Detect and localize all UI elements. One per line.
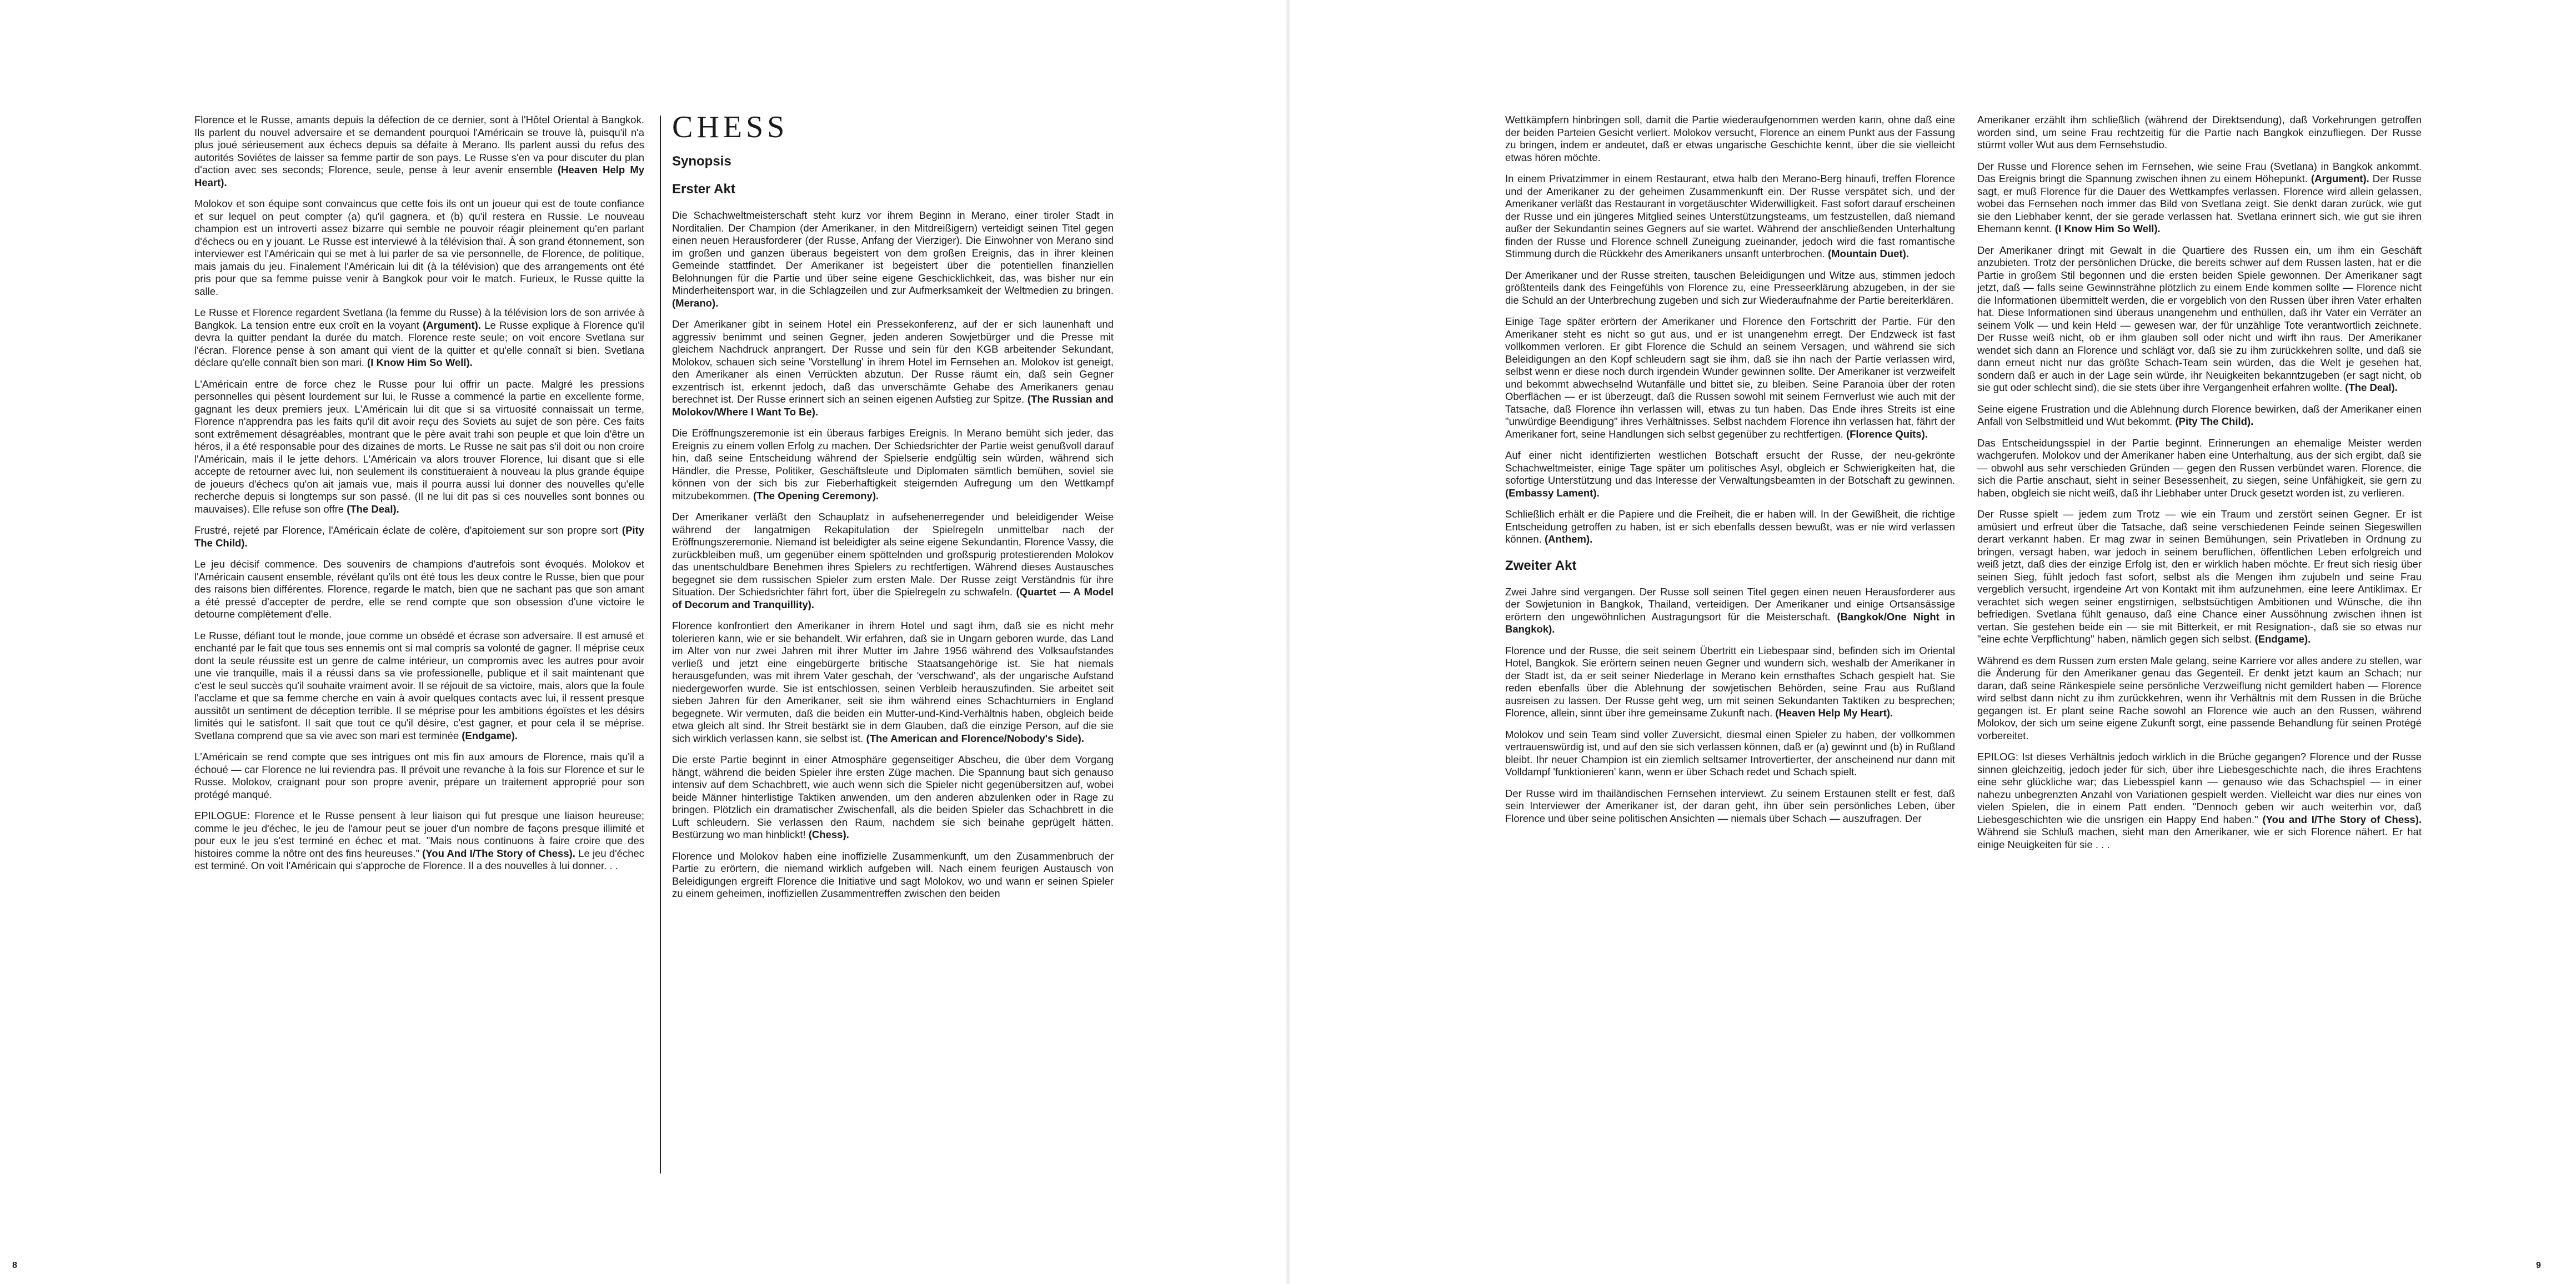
page-number-right: 9	[2536, 1261, 2541, 1270]
paragraph: Der Russe spielt — jedem zum Trotz — wie ein Traum und zerstört seinen Gegner. Er ist amüsiert und erfreut über die Tatsache, daß seine verschiedenen Feinde seinen Siegeswillen derart verkannt haben. Er mag zwar in seinen Bemühungen, sein Privatleben in Ordnung zu bringen, versagt haben, war jedoch in seinem beruflichen, öffentlichen Leben erfolgreich und weiß jetzt, daß dies der einzige Erfolg ist, den er wirklich haben möchte. Er freut sich riesig über seinen Sieg, fühlt jedoch fast sofort, selbst als die Mengen ihm zujubeln und seine Frau vergeblich versucht, irgendeine Art von Kontakt mit ihm aufzunehmen, eine leere Antiklimax. Er verachtet sich wegen seiner engstirnigen, selbstsüchtigen Ambitionen und Wünsche, die ihn befriedigen. Svetlana fühlt genauso, daß eine Chance einer Aussöhnung zwischen ihnen ist vertan. Sie gestehen beide ein — sie mit Bitterkeit, er mit Resignation-, daß sie so etwas nur "eine echte Verpflichtung" haben, nämlich gegen sich selbst. (Endgame).	[1977, 508, 2422, 645]
paragraph: Das Entscheidungsspiel in der Partie beginnt. Erinnerungen an ehemalige Meister werden wachgerufen. Molokov und der Amerikaner haben eine Unterhaltung, aus der sich ergibt, daß sie — obwohl aus sehr verschieden Gründen — gegen den Russen verbündet waren. Florence, die sich die Partie anschaut, sieht in seiner Besessenheit, zu siegen, seine Unfähigkeit, sie gern zu haben, obgleich sie nicht weiß, daß ihr Liebhaber unter Druck gesetzt worden ist, zu verlieren.	[1977, 437, 2422, 499]
paragraph: Der Amerikaner und der Russe streiten, tauschen Beleidigungen und Witze aus, stimmen jedoch größtenteils dank des Feingefühls von Florence zu, eine Presseerklärung abzugeben, in der sie die Schuld an der Unterbrechung zugeben und sich zur Wiederaufnahme der Partie bereiterklären.	[1505, 269, 1955, 306]
page-number-left: 8	[12, 1261, 17, 1270]
column-divider	[660, 116, 661, 1173]
paragraph: Einige Tage später erörtern der Amerikaner und Florence den Fortschritt der Partie. Für den Amerikaner steht es nicht so gut aus, und er ist unangenehm erregt. Der Endzweck ist fast vollkommen verloren. Er gibt Florence die Schuld an seinem Versagen, und während sie sich Beleidigungen an den Kopf schleudern sagt sie ihm, daß sie ihn nach der Partie verlassen wird, selbst wenn er diese noch durch irgendein Wunder gewinnen sollte. Der Amerikaner ist verzweifelt und bekommt abwechselnd Wutanfälle und bittet sie, zu bleiben. Seine Paranoia über der roten Oberflächen — er ist überzeugt, daß die Russen sowohl mit seinem Fernverlust wie auch mit der Tatsache, daß Florence ihn verlassen will, etwas zu tun haben. Das Ende ihres Streits ist eine "unwürdige Beendigung" ihres Verhältnisses. Selbst nachdem Florence ihn verlassen hat, fährt der Amerikaner fort, seine Handlungen sich selbst gegenüber zu rechtfertigen. (Florence Quits).	[1505, 315, 1955, 440]
act-one-heading: Erster Akt	[672, 182, 735, 197]
paragraph: Amerikaner erzählt ihm schließlich (während der Direktsendung), daß Vorkehrungen getroffen worden sind, um seine Frau rechtzeitig für die Partie nach Bangkok einzufliegen. Der Russe stürmt voller Wut aus dem Fernsehstudio.	[1977, 114, 2422, 151]
paragraph: Die erste Partie beginnt in einer Atmosphäre gegenseitiger Abscheu, die über dem Vorgang hängt, während die beiden Spieler ihre ersten Züge machen. Die Spannung baut sich genauso intensiv auf dem Schachbrett, wie auch wenn sich die Spieler nicht gegenübersitzen auf, wobei beide Männer hinterlistige Taktiken anwenden, um den anderen abzulenken oder in Rage zu bringen. Plötzlich ein dramatischer Zwischenfall, als die beiden Spieler das Schachbrett in die Luft schleudern. Sie verlassen den Raum, nachdem sie sich beinahe geprügelt hätten. Bestürzung wo man hinblickt! (Chess).	[672, 754, 1114, 840]
paragraph: L'Américain se rend compte que ses intrigues ont mis fin aux amours de Florence, mais qu'il a échoué — car Florence ne lui reviendra pas. Il prévoit une revanche à la fois sur Florence et sur le Russe. Molokov, craignant pour son propre avenir, prépare un traitement approprié pour son protégé manqué.	[194, 751, 644, 800]
paragraph: Le Russe, défiant tout le monde, joue comme un obsédé et écrase son adversaire. Il est amusé et enchanté par le fait que tous ses ennemis ont si mal compris sa volonté de gagner. Il méprise ceux dont la seule réussite est un genre de calme intérieur, un compromis avec les autres pour avoir une vie tranquille, mais il a réussi dans sa vie professionelle, publique et il sait maintenant que c'est le seul succès qu'il souhaite vraiment avoir. Il se réjouit de sa victoire, mais, alors que la foule l'acclame et que sa femme cherche en vain à avoir quelques contacts avec lui, il ressent presque aussitôt un sentiment de déception terrible. Il se méprise pour les ambitions égoïstes et les désirs limités qui le satisfont. Il sait que tout ce qu'il désire, c'est gagner, et pour cela il se méprise. Svetlana comprend que sa vie avec son mari est terminée (Endgame).	[194, 629, 644, 741]
page-gutter	[1286, 0, 1290, 1284]
paragraph: Florence et le Russe, amants depuis la défection de ce dernier, sont à l'Hôtel Oriental à Bangkok. Ils parlent du nouvel adversaire et se demandent pourquoi l'Américain se trouve là, puisqu'il n'a plus joué sérieusement aux échecs depuis sa défaite à Merano. Ils parlent aussi du refus des autorités Soviétes de laisser sa femme partir de son pays. Le Russe s'en va pour discuter du plan d'action avec ses seconds; Florence, seule, pense à leur avenir ensemble (Heaven Help My Heart).	[194, 114, 645, 188]
german-synopsis-column-1	[672, 110, 1114, 909]
paragraph: Molokov et son équipe sont convaincus que cette fois ils ont un joueur qui est de toute confiance et sur lequel on peut compter (a) qu'il gagnera, et (b) qu'il restera en Russie. Le nouveau champion est un introverti assez bizarre qui semble ne pouvoir réagir pleinement qu'en parlant d'échecs ou en y jouant. Le Russe est interviewé à la télévision thaï. À son grand étonnement, son interviewer est l'Américain qui se met à lui parler de sa vie personnelle, de Florence, de politique, mais jamais du jeu. Finalement l'Américain lui dit (à la télévision) que des arrangements ont été pris pour que sa femme puisse venir à Bangkok pour voir le match. Furieux, le Russe quitte la salle.	[194, 198, 644, 297]
paragraph: Der Amerikaner dringt mit Gewalt in die Quartiere des Russen ein, um ihm ein Geschäft anzubieten. Trotz der persönlichen Drücke, die bereits schwer auf dem Russen lasten, hat er die Partie in großem Stil begonnen und die ersten beiden Spiele gewonnen. Der Amerikaner sagt jetzt, daß — falls seine Gewinnsträhne plötzlich zu einem Ende kommen sollte — Florence nicht die Informationen übermittelt werden, die er vorgeblich von den Russen über ihren Vater erhalten hat. Diese Informationen sind überaus unangenehm und enthüllen, daß ihr Vater ein Verräter an seinem Volk — und kein Held — gewesen war, der für unzählige Tote verantwortlich zeichnete. Der Russe weiß nicht, ob er ihm glauben soll oder nicht und wirft ihn raus. Der Amerikaner wendet sich dann an Florence und schlägt vor, daß sie zu ihm zurückkehren sollte, und daß sie dann erneut nicht nur das größte Schach-Team sein würden, das die Welt je gesehen hat, sondern daß er auch in der Lage sein würde, ihr Neuigkeiten bekanntzugeben (er sagt nicht, ob sie gut oder schlecht sind), die sie stets über ihre Vergangenheit erfahren wollte. (The Deal).	[1977, 244, 2422, 393]
french-synopsis-column	[194, 114, 644, 881]
paragraph: Der Russe und Florence sehen im Fernsehen, wie seine Frau (Svetlana) in Bangkok ankommt. Das Ereignis bringt die Spannung zwischen ihnen zu einem Höhepunkt. (Argument). Der Russe sagt, er muß Florence für die Dauer des Wettkampfes verlassen. Florence wird allein gelassen, wobei das Fernsehen noch immer das Bild von Svetlana zeigt. Sie denkt daran zurück, wie gut sie den Liebhaber kennt, der sie gerade verlassen hat. Svetlana erinnert sich, wie gut sie ihren Ehemann kennt. (I Know Him So Well).	[1977, 160, 2422, 234]
paragraph: EPILOG: Ist dieses Verhältnis jedoch wirklich in die Brüche gegangen? Florence und der Russe sinnen gleichzeitig, jedoch jeder für sich, über ihre Liebesgeschichte nach, die ihres Erachtens eine sehr glückliche war; das Liebesspiel kann — genauso wie das Schachspiel — in einer nahezu unbegrenzten Anzahl von Variationen gespielt werden. Vielleicht war dies nur eines von vielen Spielen, die in einem Patt enden. "Dennoch geben wir auch weiterhin vor, daß Liebesgeschichten wie die unsrigen ein Happy End haben." (You and I/The Story of Chess). Während sie Schluß machen, sieht man den Amerikaner, wie er sich Florence nähert. Er hat einige Neuigkeiten für sie . . .	[1977, 751, 2422, 850]
paragraph: Der Russe wird im thailändischen Fernsehen interviewt. Zu seinem Erstaunen stellt er fest, daß sein Interviewer der Amerikaner ist, der daran geht, ihn über sein persönliches Leben, über Florence und über seine politischen Ansichten — niemals über Schach — auszufragen. Der	[1505, 787, 1955, 824]
paragraph: Auf einer nicht identifizierten westlichen Botschaft ersucht der Russe, der neu-gekrönte Schachweltmeister, einige Tage später um politisches Asyl, obgleich er Schwierigkeiten hat, die sofortige Unterstützung und das Interesse der Verwaltungsbeamten in der Botschaft zu gewinnen. (Embassy Lament).	[1505, 449, 1955, 499]
paragraph: Frustré, rejeté par Florence, l'Américain éclate de colère, d'apitoiement sur son propre sort (Pity The Child).	[194, 524, 644, 549]
paragraph: Die Eröffnungszeremonie ist ein überaus farbiges Ereignis. In Merano bemüht sich jeder, das Ereignis zu einem vollen Erfolg zu machen. Der Schiedsrichter der Partie weist genußvoll darauf hin, daß seine Entscheidung während der Spielserie endgültig sein würden, während sich Händler, die Presse, Politiker, Geschäftsleute und Diplomaten sämtlich bemühen, soviel sie können von der sich bis zur Fieberhaftigkeit steigernden Aufregung um den Wettkampf mitzubekommen. (The Opening Ceremony).	[672, 427, 1114, 501]
paragraph: Le jeu décisif commence. Des souvenirs de champions d'autrefois sont évoqués. Molokov et l'Américain causent ensemble, révélant qu'ils ont été tous les deux contre le Russe, bien que pour des raisons bien différentes. Florence, regarde le match, bien que ne sachant pas que son amant a été pressé d'accepter de perdre, elle se rend compte que son obsession d'une victoire le detourne complètement d'elle.	[194, 558, 644, 620]
paragraph: Der Amerikaner gibt in seinem Hotel ein Pressekonferenz, auf der er sich launenhaft und aggressiv benimmt und seinen Gegner, jeden anderen Sowjetbürger und die Presse mit gleichem Nachdruck anprangert. Der Russe und sein für den KGB arbeitender Sekundant, Molokov, schauen sich seine 'Vorstellung' in ihrem Hotel im Fernsehen an. Molokov ist geneigt, den Amerikaner als einen Verrückten abzutun. Der Russe räumt ein, daß sein Gegner exzentrisch ist, erkennt jedoch, daß das unverschämte Gehabe des Amerikaners genau berechnet ist. Der Russe erinnert sich an seinen eigenen Aufstieg zur Spitze. (The Russian and Molokov/Where I Want To Be).	[672, 318, 1114, 418]
paragraph: Florence und Molokov haben eine inoffizielle Zusammenkunft, um den Zusammenbruch der Partie zu erörtern, die niemand wirklich aufgeben will. Nach einem feurigen Austausch von Beleidigungen ergreift Florence die Initiative und sagt Molokov, wo und wann er seinen Spieler zu einem geheimen, inoffiziellen Zusammentreffen zwischen den beiden	[672, 850, 1114, 899]
paragraph: L'Américain entre de force chez le Russe pour lui offrir un pacte. Malgré les pressions personnelles qui pèsent lourdement sur lui, le Russe a commencé la partie en excellente forme, gagnant les deux premiers jeux. L'Américain lui dit que si sa virtuosité connaissait un terme, Florence n'apprendra pas les faits qu'il dit avoir reçu des Soviets au sujet de son père. Ces faits sont extrêmement désagréables, montrant que le père avait trahi son peuple et que loin d'être un héros, il a été responsable pour des dizaines de morts. Le Russe ne sait pas s'il doit ou non croire l'Américain, mais il le jette dehors. L'Américain va alors trouver Florence, lui disant que si elle accepte de retourner avec lui, non seulement ils constitueraient à nouveau la plus grande équipe de joueurs d'échecs qu'on ait jamais vue, mais il pourra aussi lui donner des nouvelles qu'elle recherche depuis si longtemps sur son passé. (Il ne lui dit pas si ces nouvelles sont bonnes ou mauvaises). Elle refuse son offre (The Deal).	[194, 378, 644, 515]
german-synopsis-column-3	[1977, 114, 2422, 860]
page-title: CHESS	[672, 110, 789, 144]
paragraph: Seine eigene Frustration und die Ablehnung durch Florence bewirken, daß der Amerikaner einen Anfall von Selbstmitleid und Wut bekommt. (Pity The Child).	[1977, 403, 2422, 427]
paragraph: Schließlich erhält er die Papiere und die Freiheit, die er haben will. In der Gewißheit, die richtige Entscheidung getroffen zu haben, ist er sich ebenfalls dessen bewußt, was er nie wird verlassen können. (Anthem).	[1505, 508, 1955, 545]
german-synopsis-column-2	[1505, 114, 1955, 834]
paragraph: Le Russe et Florence regardent Svetlana (la femme du Russe) à la télévision lors de son arrivée à Bangkok. La tension entre eux croît en la voyant (Argument). Le Russe explique à Florence qu'il devra la quitter pendant la durée du match. Florence reste seule; on voit encore Svetlana sur l'écran. Florence pense à son amant qui vient de la quitter et qu'elle connaît si bien. Svetlana déclare qu'elle connaît bien son mari. (I Know Him So Well).	[194, 307, 644, 368]
paragraph: In einem Privatzimmer in einem Restaurant, etwa halb den Merano-Berg hinaufi, treffen Florence und der Amerikaner zu der geheimen Zusammenkunft ein. Der Russe verspätet sich, und der Amerikaner verläßt das Restaurant in vorgetäuschter Widerwilligkeit. Fast sofort darauf erscheinen der Russe und ein jüngeres Mitglied seines Unterstützungsteams, um festzustellen, daß niemand außer der Sekundantin seines Gegners auf sie wartet. Während der anschließenden Unterhaltung finden der Russe und Florence schnell Zuneigung zueinander, jedoch wird die fast romantische Stimmung durch die Rückkehr des Amerikaners unsanft unterbrochen. (Mountain Duet).	[1505, 173, 1955, 259]
paragraph: Florence konfrontiert den Amerikaner in ihrem Hotel und sagt ihm, daß sie es nicht mehr tolerieren kann, wie er sie behandelt. Wir erfahren, daß sie in Ungarn geboren wurde, das Land im Alter von nur zwei Jahren mit ihrer Mutter im Jahre 1956 während des Volksaufstandes verließ und jetzt eine eingebürgerte britische Staatsangehörige ist. Sie hat niemals herausgefunden, was mit ihrem Vater geschah, der 'verschwand', als der ungarische Aufstand niedergeworfen wurde. Sie ist entschlossen, seinen Verbleib herauszufinden. Sie arbeitet seit sieben Jahren für den Amerikaner, seit sie ihm während eines Schachturniers in England begegnete. Wir vermuten, daß die beiden ein Mutter-und-Kind-Verhältnis haben, obgleich beide etwa gleich alt sind. Ihr Streit bestärkt sie in dem Glauben, daß die einzige Person, auf die sie sich wirklich verlassen kann, sie selbst ist. (The American and Florence/Nobody's Side).	[672, 620, 1114, 744]
paragraph: Florence und der Russe, die seit seinem Übertritt ein Liebespaar sind, befinden sich im Oriental Hotel, Bangkok. Sie erörtern seinen neuen Gegner und wundern sich, weshalb der Amerikaner in der Stadt ist, da er seit seiner Niederlage in Merano kein ernsthaftes Schach gespielt hat. Sie reden ebenfalls über die Ablehnung der sowjetischen Behörden, seine Frau aus Rußland ausreisen zu lassen. Der Russe geht weg, um mit seinen Sekundanten Taktiken zu besprechen; Florence, allein, sinnt über ihre gemeinsame Zukunft nach. (Heaven Help My Heart).	[1505, 644, 1955, 719]
paragraph: Der Amerikaner verläßt den Schauplatz in aufsehenerregender und beleidigender Weise während der langatmigen Rekapitulation der Spielregeln unmittelbar nach der Eröffnungszeremonie. Niemand ist beleidigter als seine eigene Sekundantin, Florence Vassy, die zurückbleiben muß, um gegenüber einem spöttelnden und großspurig protestierenden Molokov das unentschuldbare Benehmen ihres Spielers zu rechtfertigen. Während dieses Austausches begegnet sie dem russischen Spieler zum ersten Male. Der Russe zeigt Verständnis für ihre Situation. Der Schiedsrichter fährt fort, über die Spielregeln zu schwafeln. (Quartet — A Model of Decorum and Tranquillity).	[672, 511, 1114, 610]
paragraph: Wettkämpfern hinbringen soll, damit die Partie wiederaufgenommen werden kann, ohne daß eine der beiden Parteien Gesicht verliert. Molokov versucht, Florence an einem Punkt aus der Fassung zu bringen, indem er andeutet, daß er etwas ungarische Geschichte kennt, über die sie vielleicht etwas hören möchte.	[1505, 114, 1955, 163]
paragraph: Molokov und sein Team sind voller Zuversicht, diesmal einen Spieler zu haben, der vollkommen vertrauenswürdig ist, und auf den sie sich verlassen können, daß er (a) gewinnt und (b) in Rußland bleibt. Ihr neuer Champion ist ein ziemlich seltsamer Introvertierter, der anscheinend nur dann mit Volldampf 'funktionieren' kann, wenn er über Schach redet und Schach spielt.	[1505, 728, 1955, 778]
paragraph: Während es dem Russen zum ersten Male gelang, seine Karriere vor alles andere zu stellen, war die Änderung für den Amerikaner genau das Gegenteil. Er denkt jetzt kaum an Schach; nur daran, daß seine Ränkespiele seine persönliche Verzweiflung nicht gemildert haben — Florence wird selbst dann nicht zu ihm zurückkehren, wenn ihr Verhältnis mit dem Russen in die Brüche gegangen ist. Er plant seine Rache sowohl an Florence wie auch an den Russen, während Molokov, der sich um seine eigene Zukunft sorgt, eine passende Behandlung für seinen Protégé vorbereitet.	[1977, 654, 2422, 741]
paragraph: Die Schachweltmeisterschaft steht kurz vor ihrem Beginn in Merano, einer tiroler Stadt in Norditalien. Der Champion (der Amerikaner, in den Mitdreißigern) verteidigt seinen Titel gegen einen neuen Herausforderer (der Russe, Anfang der Vierziger). Die Einwohner von Merano sind im großen und ganzen überaus begeistert von dem großen Ereignis, das in ihrer kleinen Gemeinde stattfindet. Der Amerikaner ist begeistert über die potentiellen finanziellen Belohnungen für die Partie und über seine eigene Geschicklichkeit, das, was bisher nur ein Minderheitensport war, in die Schlagzeilen und zur Aufmerksamkeit der Weltmedien zu bringen. (Merano).	[672, 209, 1114, 309]
act-two-heading: Zweiter Akt	[1505, 558, 1577, 573]
paragraph: Zwei Jahre sind vergangen. Der Russe soll seinen Titel gegen einen neuen Herausforderer aus der Sowjetunion in Bangkok, Thailand, verteidigen. Der Amerikaner und einige Ortsansässige erörtern den ungewöhnlichen Austragungsort für die Meisterschaft. (Bangkok/One Night in Bangkok).	[1505, 585, 1955, 635]
synopsis-heading: Synopsis	[672, 154, 731, 169]
paragraph: EPILOGUE: Florence et le Russe pensent à leur liaison qui fut presque une liaison heureuse; comme le jeu d'échec, le jeu de l'amour peut se jouer d'un nombre de façons presque illimité et pour eux le jeu s'est terminé en échec et mat. "Mais nous continuons à faire croire que des histoires comme la nôtre ont des fins heureuses." (You And I/The Story of Chess). Le jeu d'échec est terminé. On voit l'Américain qui s'approche de Florence. Il a des nouvelles à lui donner. . .	[194, 810, 645, 871]
